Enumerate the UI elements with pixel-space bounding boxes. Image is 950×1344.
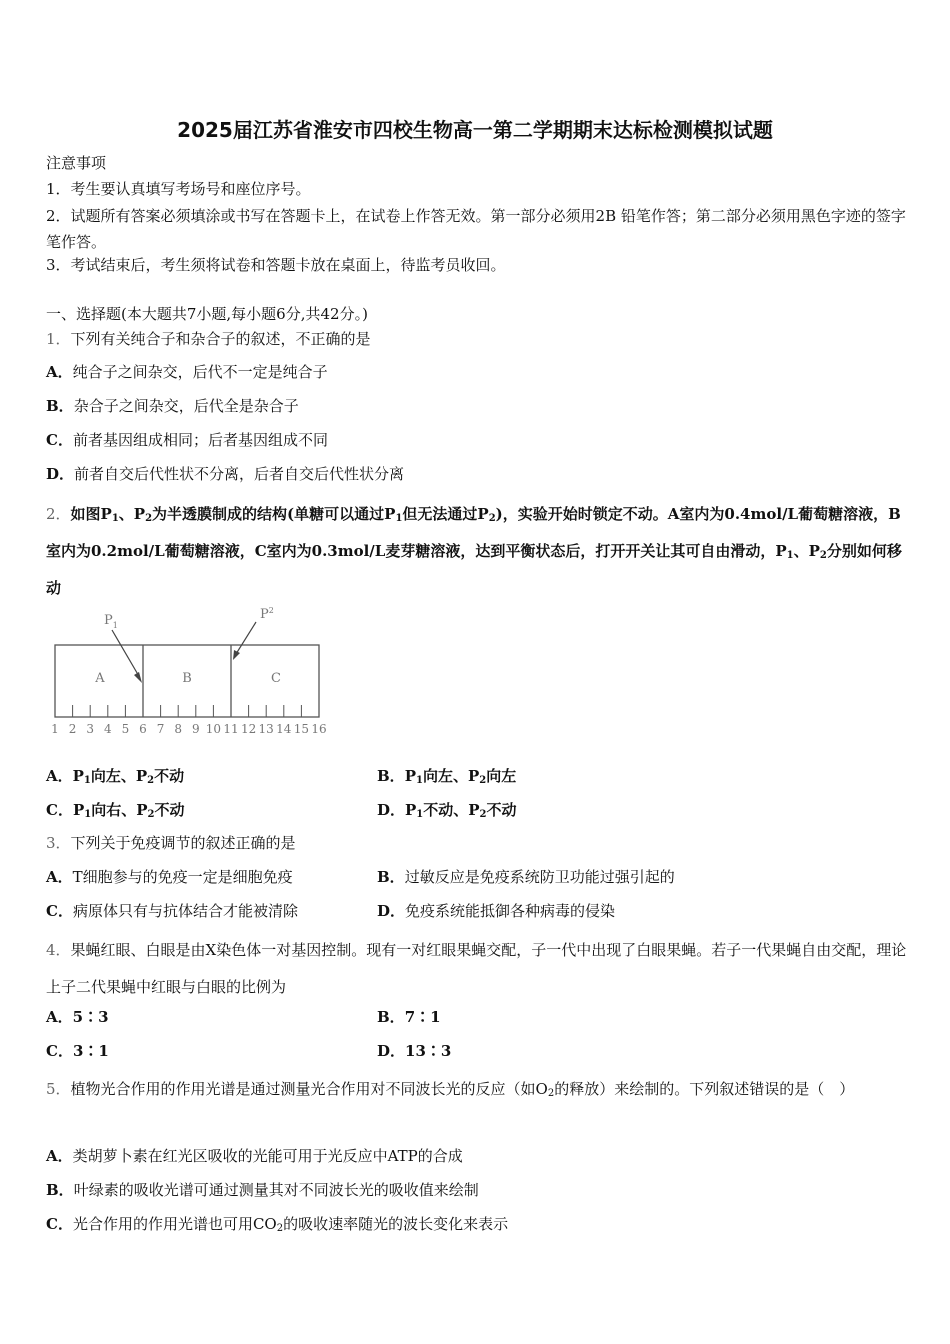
option-label: B． (377, 868, 405, 886)
option-label: C． (46, 801, 73, 819)
question-5 (46, 1071, 908, 1108)
q5-option-c (46, 1213, 508, 1234)
option-part: P (404, 767, 416, 785)
p1-arrowhead-icon (134, 672, 142, 683)
option-text: T细胞参与的免疫一定是细胞免疫 (72, 868, 293, 886)
question-number: 3． (46, 834, 71, 852)
q2-option-c (46, 799, 184, 820)
section-heading: 一、选择题(本大题共7小题,每小题6分,共42分。) (46, 305, 368, 323)
option-part: P (405, 801, 417, 819)
stem-part: 的释放）来绘制的。下列叙述错误的是（ ） (554, 1080, 855, 1098)
p2-arrowhead-icon (233, 650, 240, 660)
q5-option-b (46, 1179, 479, 1200)
p1-label (104, 613, 118, 630)
option-part: 向左、P (90, 767, 148, 785)
ruler-label: 3 (86, 722, 95, 736)
option-text: 7∶1 (404, 1008, 441, 1026)
option-label: C． (46, 431, 73, 449)
question-number: 4． (46, 941, 71, 959)
option-part: 向左 (486, 767, 517, 785)
stem-part: 、P (118, 505, 146, 523)
stem-part: )，实验开始时锁定不动。A室内为0.4mol/L葡萄糖溶液，B室内为0.2mol/L葡萄糖溶液，C室内为0.3mol/L麦芽糖溶液，达到平衡状态后，打开开关让其可自由滑动，P (46, 505, 901, 560)
chamber-a-label: A (95, 671, 105, 686)
option-text: 3∶1 (72, 1042, 109, 1060)
q3-option-d (377, 900, 615, 921)
option-part: P (72, 801, 85, 819)
ruler-label: 16 (311, 722, 327, 736)
option-text: 13∶3 (405, 1042, 452, 1060)
option-text: 5∶3 (72, 1008, 109, 1026)
stem-sub: 1 (395, 513, 403, 524)
stem-sub: 1 (111, 513, 119, 524)
ruler-label: 12 (240, 722, 257, 736)
option-sub: 1 (84, 809, 92, 820)
p2-label (260, 606, 274, 622)
ruler-label: 15 (293, 722, 310, 736)
q2-option-b (377, 765, 516, 786)
q4-option-d (377, 1040, 451, 1061)
question-number: 2． (46, 505, 71, 523)
q3-option-c (46, 900, 298, 921)
option-label: A． (46, 767, 73, 785)
ruler-label: 7 (156, 722, 165, 736)
ruler-labels (51, 722, 326, 736)
question-3 (46, 832, 296, 853)
option-label: A． (46, 1147, 73, 1165)
option-label: A． (46, 1008, 73, 1026)
stem-sub: 2 (488, 513, 496, 524)
p1-letter: P (104, 613, 113, 628)
q1-option-c (46, 429, 328, 450)
question-2 (46, 496, 908, 607)
option-label: B． (46, 1181, 74, 1199)
option-part: 向右、P (91, 801, 148, 819)
option-part: P (72, 767, 84, 785)
ruler-label: 14 (276, 722, 292, 736)
option-label: D． (377, 1042, 406, 1060)
option-text: 纯合子之间杂交，后代不一定是纯合子 (72, 363, 328, 381)
question-number: 1． (46, 330, 71, 348)
option-sub: 1 (83, 775, 91, 786)
option-sub: 2 (479, 809, 487, 820)
option-sub: 1 (416, 809, 424, 820)
chamber-c-label: C (271, 671, 281, 686)
option-sub: 2 (276, 1223, 284, 1234)
q1-option-b (46, 395, 299, 416)
option-part: 不动、P (423, 801, 480, 819)
option-label: C． (46, 1042, 73, 1060)
question-stem: 果蝇红眼、白眼是由X染色体一对基因控制。现有一对红眼果蝇交配，子一代中出现了白眼果蝇。若子一代果蝇自由交配，理论上子二代果蝇中红眼与白眼的比例为 (46, 941, 907, 996)
q1-option-a (46, 361, 328, 382)
stem-part: 植物光合作用的作用光谱是通过测量光合作用对不同波长光的反应（如O (70, 1080, 548, 1098)
p1-arrow-icon (112, 630, 140, 678)
ruler-label: 8 (174, 722, 183, 736)
chamber-b-label: B (182, 671, 192, 686)
stem-sub: 2 (547, 1088, 555, 1099)
option-label: A． (46, 868, 73, 886)
p2-arrow-icon (236, 622, 256, 654)
ruler-label: 9 (191, 722, 200, 736)
question-stem: 下列关于免疫调节的叙述正确的是 (70, 834, 296, 852)
ruler-ticks (55, 705, 319, 717)
p1-subscript: 1 (112, 621, 118, 630)
option-part: 不动 (154, 801, 185, 819)
option-text: 前者基因组成相同；后者基因组成不同 (72, 431, 328, 449)
option-label: C． (46, 902, 73, 920)
option-text: 类胡萝卜素在红光区吸收的光能可用于光反应中ATP的合成 (72, 1147, 463, 1165)
stem-part: 但无法通过P (402, 505, 489, 523)
q3-option-a (46, 866, 293, 887)
q5-option-a (46, 1145, 463, 1166)
option-text: 的吸收速率随光的波长变化来表示 (283, 1215, 509, 1233)
option-label: B． (377, 1008, 405, 1026)
option-sub: 1 (415, 775, 423, 786)
stem-part: 为半透膜制成的结构(单糖可以通过P (152, 505, 396, 523)
option-part: 向左、P (422, 767, 480, 785)
option-label: D． (377, 902, 406, 920)
q4-option-b (377, 1006, 441, 1027)
notice-item-1: 1．考生要认真填写考场号和座位序号。 (46, 180, 311, 198)
stem-sub: 2 (145, 513, 153, 524)
p2-letter: P (260, 607, 269, 622)
ruler-label: 13 (258, 722, 274, 736)
option-sub: 2 (479, 775, 487, 786)
ruler-label: 4 (103, 722, 112, 736)
stem-part: 分别如何移动 (46, 542, 902, 597)
ruler-label: 5 (121, 722, 130, 736)
option-label: C． (46, 1215, 73, 1233)
option-part: 不动 (154, 767, 185, 785)
ruler-label: 11 (223, 722, 239, 736)
stem-part: 如图P (70, 505, 112, 523)
option-label: B． (46, 397, 74, 415)
ruler-label: 6 (139, 722, 147, 736)
option-label: A． (46, 363, 73, 381)
p2-subscript: 2 (268, 606, 274, 615)
question-stem: 下列有关纯合子和杂合子的叙述，不正确的是 (70, 330, 371, 348)
option-label: D． (46, 465, 75, 483)
chamber-diagram (46, 600, 336, 740)
notice-item-3: 3．考试结束后，考生须将试卷和答题卡放在桌面上，待监考员收回。 (46, 256, 506, 274)
q4-option-c (46, 1040, 109, 1061)
q1-option-d (46, 463, 404, 484)
ruler-label: 1 (51, 722, 59, 736)
q4-option-a (46, 1006, 109, 1027)
q2-option-a (46, 765, 184, 786)
q2-option-d (377, 799, 517, 820)
option-text: 病原体只有与抗体结合才能被清除 (72, 902, 298, 920)
option-text: 杂合子之间杂交，后代全是杂合子 (73, 397, 299, 415)
question-number: 5． (46, 1080, 71, 1098)
question-1 (46, 328, 371, 349)
stem-sub: 1 (786, 550, 794, 561)
option-text: 前者自交后代性状不分离，后者自交后代性状分离 (74, 465, 405, 483)
option-part: 不动 (486, 801, 517, 819)
q3-option-b (377, 866, 675, 887)
option-text: 光合作用的作用光谱也可用CO (72, 1215, 277, 1233)
stem-part: 、P (793, 542, 820, 560)
question-4 (46, 932, 908, 1006)
option-sub: 2 (147, 809, 155, 820)
ruler-label: 10 (205, 722, 222, 736)
option-label: D． (377, 801, 406, 819)
stem-sub: 2 (819, 550, 827, 561)
option-text: 免疫系统能抵御各种病毒的侵染 (405, 902, 616, 920)
option-text: 叶绿素的吸收光谱可通过测量其对不同波长光的吸收值来绘制 (73, 1181, 479, 1199)
notice-heading: 注意事项 (46, 154, 107, 172)
notice-item-2: 2．试题所有答案必须填涂或书写在答题卡上，在试卷上作答无效。第一部分必须用2B 铅笔作答；第二部分必须用黑色字迹的签字笔作答。 (46, 207, 906, 251)
page-title: 2025届江苏省淮安市四校生物高一第二学期期末达标检测模拟试题 (177, 118, 773, 142)
ruler-label: 2 (68, 722, 77, 736)
option-label: B． (377, 767, 405, 785)
option-sub: 2 (147, 775, 155, 786)
option-text: 过敏反应是免疫系统防卫功能过强引起的 (404, 868, 675, 886)
